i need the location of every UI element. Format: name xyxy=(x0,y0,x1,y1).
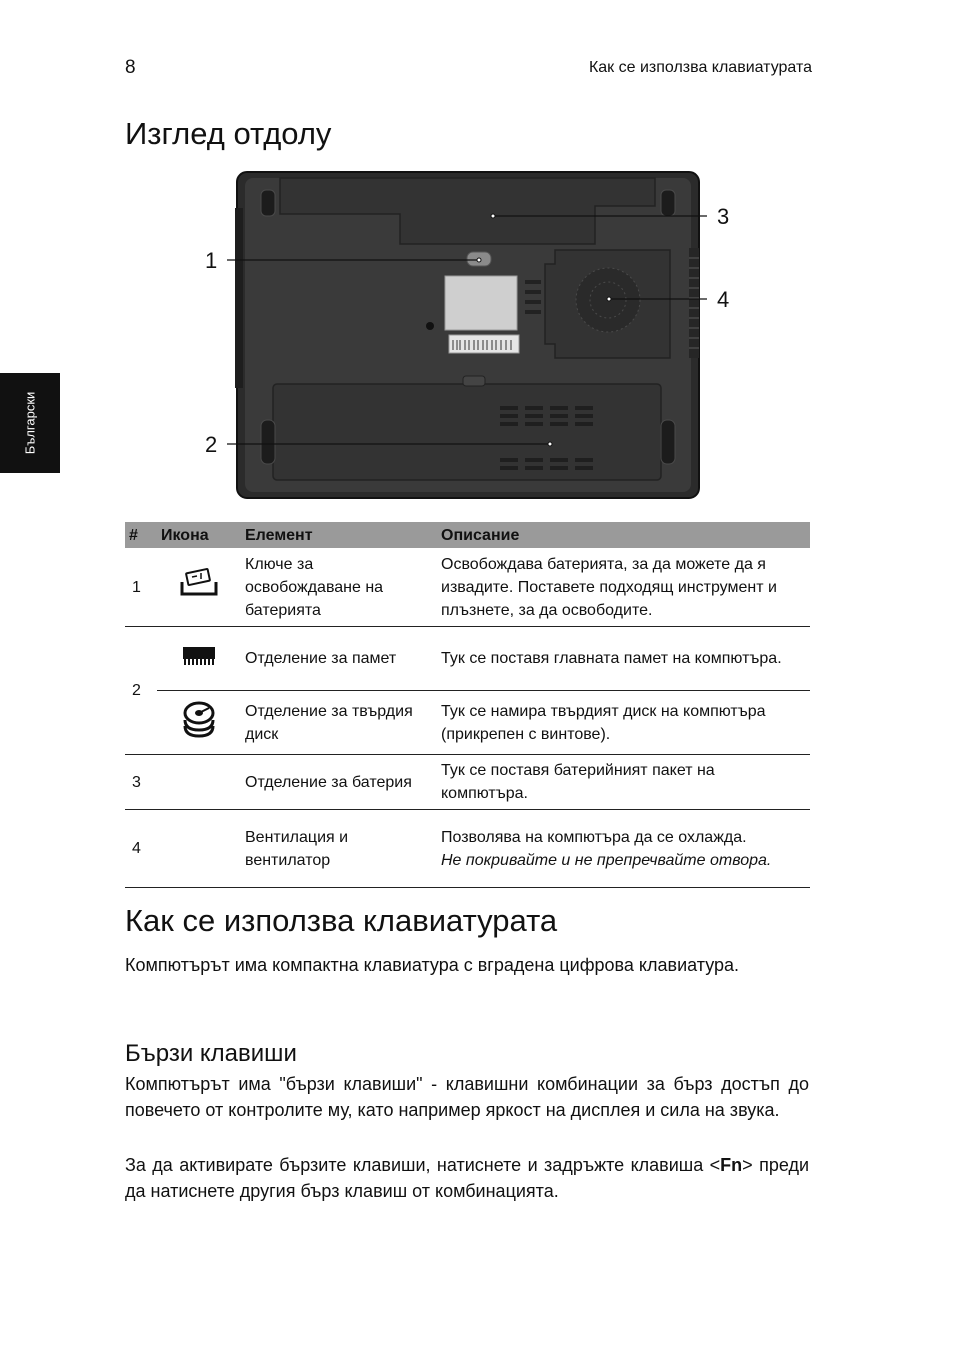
laptop-bottom-illustration xyxy=(195,168,755,504)
row-description: Тук се поставя батерийният пакет на компютъра. xyxy=(437,755,810,810)
callout-4: 4 xyxy=(717,287,730,312)
callout-1: 1 xyxy=(205,248,218,273)
laptop-bottom-figure xyxy=(195,168,755,504)
table-row xyxy=(125,691,810,755)
running-title: Как се използва клавиатурата xyxy=(588,59,812,76)
row-description: Тук се поставя главната памет на компютъра. xyxy=(437,627,810,691)
header-element: Елемент xyxy=(241,522,437,548)
row-description: Тук се намира твърдият диск на компютъра (прикрепен с винтове). xyxy=(437,691,810,755)
row-element: Отделение за памет xyxy=(241,627,437,691)
bottom-view-table xyxy=(125,522,810,888)
memory-icon xyxy=(181,643,217,667)
row-element: Ключе за освобождаване на батерията xyxy=(241,548,437,627)
table-row xyxy=(125,627,810,691)
section-title-keyboard: Как се използва клавиатурата xyxy=(125,903,558,938)
header-description: Описание xyxy=(437,522,810,548)
row-number: 3 xyxy=(125,755,157,810)
row-number: 4 xyxy=(125,810,157,888)
language-tab-label: Български xyxy=(22,391,38,455)
section-title-hotkeys: Бързи клавиши xyxy=(125,1040,297,1067)
header-number: # xyxy=(125,522,157,548)
hotkeys-paragraph-2 xyxy=(125,1152,809,1204)
row-element: Отделение за твърдия диск xyxy=(241,691,437,755)
table-row xyxy=(125,810,810,888)
callout-2: 2 xyxy=(205,432,218,457)
hard-disk-icon xyxy=(181,700,217,738)
row-description: Освобождава батерията, за да можете да я извадите. Поставете подходящ инструмент и плъзнете, за да освободите. xyxy=(437,548,810,627)
fn-key: Fn xyxy=(720,1155,743,1175)
hotkeys-paragraph-1: Компютърът има "бързи клавиши" - клавишни комбинации за бърз достъп до повечето от контролите му, като например яркост на дисплея и сила на звука. xyxy=(125,1074,809,1120)
hotkeys-paragraph-2-start: За да активирате бързите клавиши, натиснете и задръжте клавиша < xyxy=(125,1155,721,1175)
battery-release-icon xyxy=(179,568,219,600)
hotkeys-paragraph-2-end: > преди да натиснете другия бърз клавиш от комбинацията. xyxy=(125,1155,810,1201)
row-number: 2 xyxy=(125,627,157,755)
row-element: Отделение за батерия xyxy=(241,755,437,810)
callout-3: 3 xyxy=(717,204,730,229)
table-row xyxy=(125,548,810,627)
keyboard-intro: Компютърът има компактна клавиатура с вградена цифрова клавиатура. xyxy=(125,955,740,975)
language-tab xyxy=(0,373,60,473)
row-note: Не покривайте и не препречвайте отвора. xyxy=(441,851,772,869)
row-description: Позволява на компютъра да се охлажда. xyxy=(441,828,747,846)
page-number: 8 xyxy=(125,57,136,78)
header-icon: Икона xyxy=(157,522,241,548)
row-element: Вентилация и вентилатор xyxy=(241,810,437,888)
section-title-bottom-view: Изглед отдолу xyxy=(125,116,332,151)
table-header-row xyxy=(125,522,810,548)
row-number: 1 xyxy=(125,548,157,627)
table-row xyxy=(125,755,810,810)
